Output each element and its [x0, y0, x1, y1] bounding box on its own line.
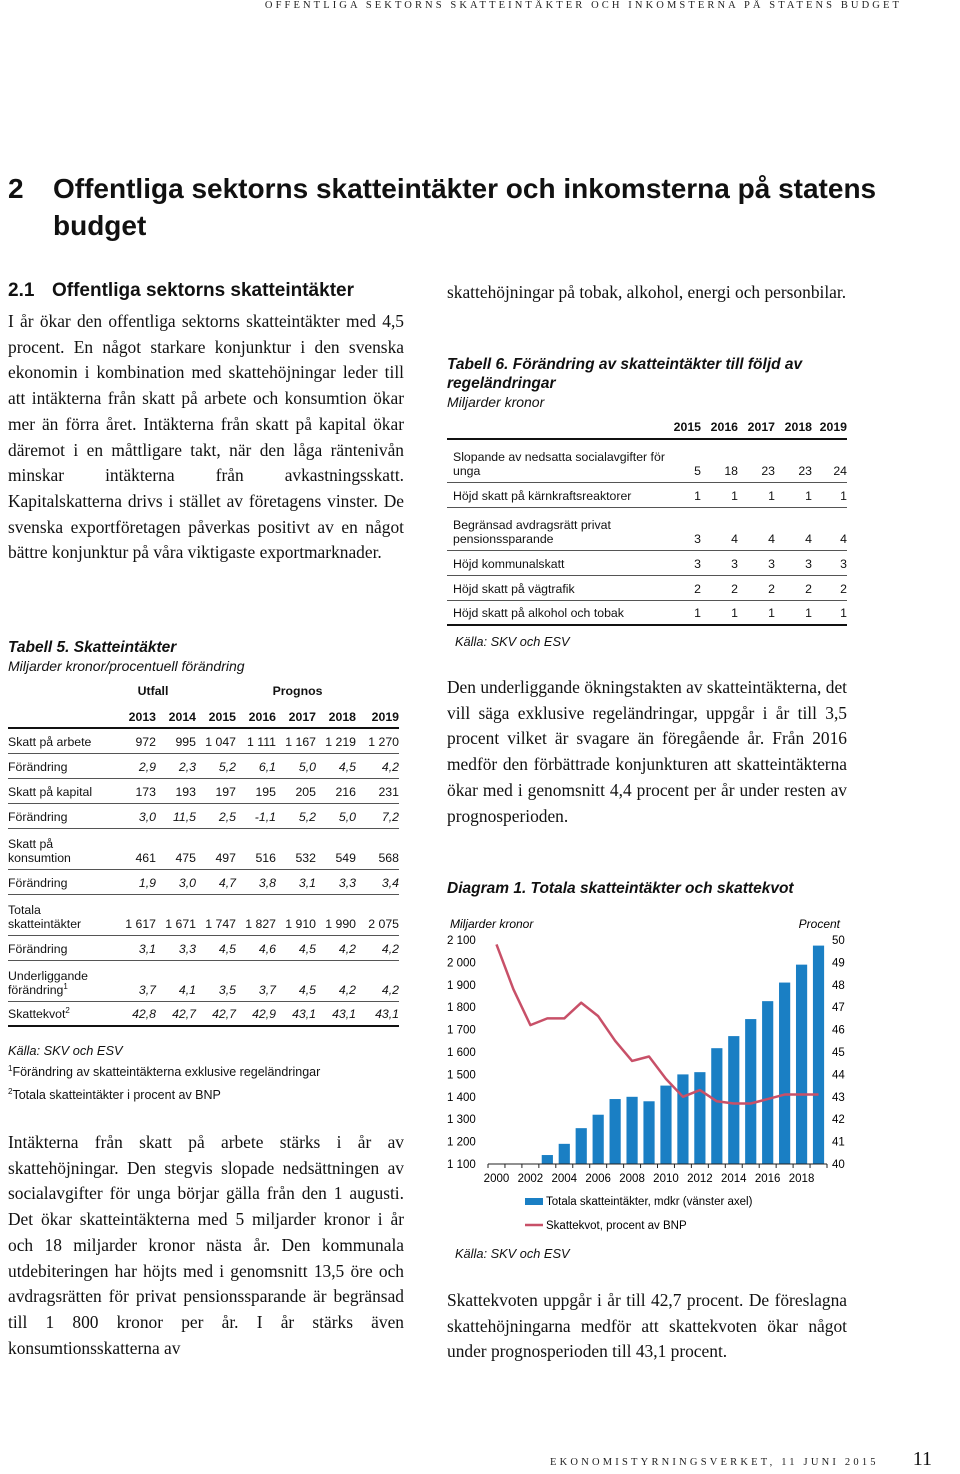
table5-cell: 516 [236, 828, 276, 869]
table6-cell: 23 [738, 439, 775, 482]
table6-subcaption: Miljarder kronor [447, 394, 545, 410]
table5-cell: 3,8 [236, 869, 276, 894]
table5-cell: 193 [156, 778, 196, 803]
table5-cell: 231 [356, 778, 399, 803]
row-label-text: Skatt på kapital [8, 784, 93, 799]
table5-cell: 3,1 [110, 935, 156, 960]
chart-bar [542, 1155, 553, 1164]
table5-cell: 216 [316, 778, 356, 803]
table5-year-header: 2017 [276, 702, 316, 728]
legend-label-line: Skattekvot, procent av BNP [546, 1220, 687, 1232]
body-paragraph: skattehöjningar på tobak, alkohol, energi och personbilar. [447, 282, 847, 302]
table6-cell: 2 [671, 575, 701, 600]
table5-cell: 3,3 [316, 869, 356, 894]
chart-bar [610, 1099, 621, 1164]
body-paragraph: Den underliggande ökningstakten av skatteintäkterna, det vill säga exklusive regeländringar, uppgår i år till 3,5 procent vilket är svagare än föregående år. Från 2016 medför den förbättrade konjunkturen att skatteintäkterna ökar med i genomsnitt 4,4 procent per år under resten av prognosperioden. [447, 677, 847, 826]
table-row [447, 600, 847, 625]
legend-swatch-bars [525, 1198, 543, 1205]
table5-year-header-row [8, 702, 399, 728]
table5-cell: 475 [156, 828, 196, 869]
chart-ytick-left: 2 000 [447, 957, 476, 970]
row-label-text: Förändring [8, 759, 68, 774]
table5-year-header: 2016 [236, 702, 276, 728]
table5-cell: 4,2 [316, 960, 356, 1001]
chart-ytick-left: 1 800 [447, 1002, 476, 1015]
chart-ytick-right: 41 [832, 1136, 845, 1149]
table5-cell: 1 747 [196, 894, 236, 935]
chart-ytick-right: 42 [832, 1114, 845, 1127]
section-title-text: Offentliga sektorns skatteintäkter [52, 280, 354, 301]
diagram1-caption: Diagram 1. Totala skatteintäkter och skattekvot [447, 880, 794, 897]
table5-subcaption: Miljarder kronor/procentuell förändring [8, 658, 245, 674]
chart-ytick-left: 1 300 [447, 1114, 476, 1127]
table6-row-label: Höjd skatt på alkohol och tobak [447, 600, 671, 625]
table5-year-header: 2014 [156, 702, 196, 728]
table5-cell: 4,1 [156, 960, 196, 1001]
table5-source: Källa: SKV och ESV [8, 1043, 123, 1058]
table5-cell: 549 [316, 828, 356, 869]
table5-cell: 195 [236, 778, 276, 803]
table6-year-header: 2015 [671, 412, 701, 439]
table5-cell: 4,2 [356, 935, 399, 960]
table5-cell: 1 270 [356, 728, 399, 753]
chart-bar [643, 1101, 654, 1164]
table5-cell: 42,7 [156, 1001, 196, 1026]
table5-corner [8, 702, 110, 728]
table5-cell: 5,2 [196, 753, 236, 778]
running-head: OFFENTLIGA SEKTORNS SKATTEINTÄKTER OCH INKOMSTERNA PÅ STATENS BUDGET [264, 0, 902, 11]
table5-year-header: 2015 [196, 702, 236, 728]
table6-cell: 1 [812, 482, 847, 507]
table5-row-label [8, 728, 110, 753]
table5-cell: 1 111 [236, 728, 276, 753]
table5-footnote-2: $^2$Totala skatteintäkter i procent av BNP [8, 1086, 221, 1102]
chart-xtick: 2012 [687, 1173, 713, 1185]
page-footer [550, 1448, 932, 1471]
table-row [8, 803, 399, 828]
table6-year-header: 2017 [738, 412, 775, 439]
table6-row-label: Slopande av nedsatta socialavgifter för unga [447, 439, 671, 482]
table6-cell: 5 [671, 439, 701, 482]
table5-cell: 532 [276, 828, 316, 869]
table6-cell: 3 [775, 550, 812, 575]
table6-cell: 1 [812, 600, 847, 625]
footer-text: EKONOMISTYRNINGSVERKET, 11 JUNI 2015 [550, 1457, 879, 1468]
chart-bar [762, 1001, 773, 1164]
chart-bar [711, 1048, 722, 1164]
chart-ytick-left: 1 500 [447, 1069, 476, 1082]
chart-ytick-left: 1 400 [447, 1091, 476, 1104]
table5-cell: 2,3 [156, 753, 196, 778]
table5-cell: 205 [276, 778, 316, 803]
table5-year-header: 2018 [316, 702, 356, 728]
table6-cell: 2 [775, 575, 812, 600]
table6-cell: 3 [671, 550, 701, 575]
table5-cell: 1 047 [196, 728, 236, 753]
chart-bar [813, 946, 824, 1164]
table6-cell: 4 [738, 507, 775, 550]
table6-year-header: 2016 [701, 412, 738, 439]
footnote-1-text: Förändring av skatteintäkterna exklusive regeländringar [12, 1065, 321, 1079]
chart-bar [677, 1074, 688, 1164]
table5-cell: 2 075 [356, 894, 399, 935]
table6-row-label: Höjd kommunalskatt [447, 550, 671, 575]
table5-cell: 4,2 [316, 935, 356, 960]
table5-row-label [8, 1001, 110, 1026]
row-label-text: Totala skatteintäkter [8, 902, 82, 931]
table6-cell: 1 [738, 482, 775, 507]
table6-year-header-row [447, 412, 847, 439]
chart-ylabel-right: Procent [798, 917, 840, 931]
chart-bar [728, 1036, 739, 1164]
table5-year-header: 2013 [110, 702, 156, 728]
table6-cell: 1 [738, 600, 775, 625]
table6-cell: 4 [701, 507, 738, 550]
table-row [8, 869, 399, 894]
table-row [447, 439, 847, 482]
table5-cell: 1 219 [316, 728, 356, 753]
table6-cell: 2 [738, 575, 775, 600]
table5-cell: 42,7 [196, 1001, 236, 1026]
table5-group-header-row [8, 680, 399, 702]
table6-row-label: Höjd skatt på vägtrafik [447, 575, 671, 600]
table5-row-label [8, 778, 110, 803]
table6-source: Källa: SKV och ESV [455, 634, 570, 649]
table5-year-header: 2019 [356, 702, 399, 728]
chart-ytick-right: 43 [832, 1091, 845, 1104]
footnote-marker: 2 [65, 1005, 70, 1015]
table5-corner [8, 680, 110, 702]
table5-cell: 3,1 [276, 869, 316, 894]
table5-footnote-1: $^1$Förändring av skatteintäkterna exklusive regeländringar [8, 1063, 321, 1079]
table5-group-prognos: Prognos [272, 684, 323, 698]
chart-ytick-left: 1 100 [447, 1159, 476, 1171]
table5-cell: 3,3 [156, 935, 196, 960]
table5-cell: 3,0 [110, 803, 156, 828]
table5-caption: Tabell 5. Skatteintäkter [8, 639, 177, 656]
table5-cell: 3,5 [196, 960, 236, 1001]
chart-bar [559, 1144, 570, 1164]
chart-bar [745, 1019, 756, 1164]
table5-cell: 4,5 [316, 753, 356, 778]
chart-xtick: 2000 [483, 1173, 510, 1185]
table-row [447, 575, 847, 600]
table6-cell: 1 [775, 600, 812, 625]
diagram1-chart [440, 910, 860, 1246]
chart-ytick-right: 44 [832, 1069, 845, 1082]
table5-cell: 1 167 [276, 728, 316, 753]
table6-year-header: 2018 [775, 412, 812, 439]
chart-ytick-left: 1 700 [447, 1024, 476, 1037]
table5-cell: 5,0 [276, 753, 316, 778]
table6-cell: 1 [775, 482, 812, 507]
chapter-title [8, 170, 908, 244]
footnote-marker: 1 [63, 981, 68, 991]
table-row [8, 828, 399, 869]
footnote-2-text: Totala skatteintäkter i procent av BNP [12, 1088, 221, 1102]
table5-cell: 173 [110, 778, 156, 803]
table6 [447, 412, 847, 626]
table5-cell: 1 617 [110, 894, 156, 935]
table6-cell: 1 [701, 482, 738, 507]
table6-cell: 2 [812, 575, 847, 600]
table5-cell: 2,5 [196, 803, 236, 828]
table6-caption: Tabell 6. Förändring av skatteintäkter till följd av regeländringar [447, 356, 803, 392]
body-paragraph: I år ökar den offentliga sektorns skatteintäkter med 4,5 procent. En något starkare konjunktur i den svenska ekonomin i kombination med skattehöjningar leder till att intäkterna från skatt på arbete och konsumtion ökar mer än förra året. Intäkterna från skatt på kapital ökar däremot i en måttligare takt, när den låga räntenivån minskar intäkterna från avkastningsskatt. Kapitalskatterna drivs i stället av företagens vinster. De svenska exportföretagen påverkas positivt av en något bättre konjunktur på våra viktigaste exportmarknader. [8, 311, 404, 563]
chart-bar [779, 983, 790, 1164]
table5-row-label [8, 960, 110, 1001]
table5-row-label [8, 869, 110, 894]
chart-xtick: 2016 [754, 1173, 781, 1185]
chart-xtick: 2006 [585, 1173, 611, 1185]
chart-xtick: 2018 [788, 1173, 815, 1185]
table6-row-label: Höjd skatt på kärnkraftsreaktorer [447, 482, 671, 507]
table5-row-label [8, 803, 110, 828]
table6-cell: 3 [671, 507, 701, 550]
table-row [447, 550, 847, 575]
table6-cell: 3 [701, 550, 738, 575]
table6-cell: 23 [775, 439, 812, 482]
chapter-number: 2 [8, 173, 24, 204]
table5-cell: 197 [196, 778, 236, 803]
table5 [8, 680, 399, 1027]
table5-cell: 4,6 [236, 935, 276, 960]
table-row [8, 894, 399, 935]
table6-cell: 3 [812, 550, 847, 575]
table5-cell: 43,1 [356, 1001, 399, 1026]
chart-xtick: 2010 [653, 1173, 679, 1185]
table6-cell: 4 [775, 507, 812, 550]
chart-ylabel-left: Miljarder kronor [450, 917, 534, 931]
row-label-text: Förändring [8, 875, 68, 890]
table5-cell: 43,1 [316, 1001, 356, 1026]
table5-cell: 3,0 [156, 869, 196, 894]
table5-row-label [8, 935, 110, 960]
table5-cell: 497 [196, 828, 236, 869]
chart-ytick-right: 47 [832, 1002, 845, 1015]
table5-cell: 6,1 [236, 753, 276, 778]
table-row [447, 482, 847, 507]
chart-ytick-right: 49 [832, 957, 845, 970]
table-row [8, 1001, 399, 1026]
chart-bar [796, 965, 807, 1164]
chart-ytick-left: 1 200 [447, 1136, 476, 1149]
table6-cell: 4 [812, 507, 847, 550]
chart-bar [694, 1072, 705, 1164]
table5-cell: 11,5 [156, 803, 196, 828]
table5-cell: 1 990 [316, 894, 356, 935]
table5-cell: -1,1 [236, 803, 276, 828]
chart-bar [593, 1115, 604, 1164]
chart-ytick-left: 1 600 [447, 1047, 476, 1059]
table5-cell: 42,8 [110, 1001, 156, 1026]
diagram1-source: Källa: SKV och ESV [455, 1246, 570, 1261]
row-label-text: Förändring [8, 941, 68, 956]
page-number: 11 [912, 1448, 932, 1470]
chart-xtick: 2014 [720, 1173, 747, 1185]
table-row [8, 935, 399, 960]
table5-cell: 1 827 [236, 894, 276, 935]
chart-ytick-right: 46 [832, 1024, 845, 1037]
table5-row-label [8, 828, 110, 869]
table5-cell: 3,7 [236, 960, 276, 1001]
chart-xtick: 2002 [517, 1173, 544, 1185]
legend-label-bars: Totala skatteintäkter, mdkr (vänster axel) [546, 1196, 753, 1208]
table5-cell: 3,4 [356, 869, 399, 894]
table5-cell: 4,2 [356, 960, 399, 1001]
table6-cell: 1 [671, 600, 701, 625]
table5-row-label [8, 894, 110, 935]
row-label-text: Förändring [8, 809, 68, 824]
table5-cell: 4,5 [276, 960, 316, 1001]
table-row [8, 753, 399, 778]
chart-ytick-right: 40 [832, 1159, 845, 1171]
table6-cell: 18 [701, 439, 738, 482]
chart-xtick: 2004 [551, 1173, 578, 1185]
table5-cell: 4,7 [196, 869, 236, 894]
chart-xtick: 2008 [619, 1173, 645, 1185]
table5-cell: 1,9 [110, 869, 156, 894]
chart-bar [576, 1128, 587, 1164]
chart-ytick-right: 48 [832, 979, 845, 992]
row-label-text: Skatt på konsumtion [8, 836, 71, 865]
chart-bar [660, 1086, 671, 1164]
table5-group-utfall: Utfall [137, 684, 169, 698]
table5-cell: 5,2 [276, 803, 316, 828]
row-label-text: Skatt på arbete [8, 734, 92, 749]
table-row [8, 960, 399, 1001]
table5-cell: 4,2 [356, 753, 399, 778]
section-title [8, 280, 354, 302]
chart-ytick-left: 2 100 [447, 935, 476, 947]
table5-cell: 3,7 [110, 960, 156, 1001]
table5-cell: 4,5 [196, 935, 236, 960]
table6-cell: 1 [671, 482, 701, 507]
table5-row-label [8, 753, 110, 778]
row-label-text: Skattekvot [8, 1007, 66, 1021]
table-row [8, 728, 399, 753]
table5-cell: 1 910 [276, 894, 316, 935]
table5-cell: 461 [110, 828, 156, 869]
body-paragraph: Skattekvoten uppgår i år till 42,7 procent. De föreslagna skattehöjningarna medför att skattekvoten ökar något under prognosperioden till 43,1 procent. [447, 1290, 847, 1362]
table5-cell: 4,5 [276, 935, 316, 960]
table5-cell: 2,9 [110, 753, 156, 778]
chart-ytick-left: 1 900 [447, 979, 476, 992]
body-paragraph: Intäkterna från skatt på arbete stärks i år av skattehöjningar. Den stegvis slopade nedsättningen av socialavgifter för unga börjar gälla från den 1 augusti. Det ökar skatteintäkterna med 5 miljarder kronor i år och 18 miljarder kronor nästa år. Den kommunala utdebiteringen har höjts med i genomsnitt 13,5 öre och avdragsrätten för privat pensionssparande är begränsad till 1 800 kronor per år. I år stärks även konsumtionsskatterna av [8, 1132, 404, 1358]
table6-cell: 1 [701, 600, 738, 625]
table6-cell: 2 [701, 575, 738, 600]
table6-cell: 24 [812, 439, 847, 482]
chapter-title-text: Offentliga sektorns skatteintäkter och inkomsterna på statens budget [53, 173, 877, 241]
table6-cell: 3 [738, 550, 775, 575]
table-row [447, 507, 847, 550]
chart-bar [626, 1097, 637, 1164]
table6-year-header: 2019 [812, 412, 847, 439]
row-label-text: Underliggande förändring [8, 968, 88, 997]
table5-cell: 995 [156, 728, 196, 753]
table-row [8, 778, 399, 803]
table5-cell: 972 [110, 728, 156, 753]
table6-row-label: Begränsad avdragsrätt privat pensionssparande [447, 507, 671, 550]
table5-cell: 7,2 [356, 803, 399, 828]
table5-cell: 568 [356, 828, 399, 869]
chart-ytick-right: 50 [832, 935, 845, 947]
chart-ytick-right: 45 [832, 1047, 845, 1059]
table5-cell: 5,0 [316, 803, 356, 828]
table5-cell: 43,1 [276, 1001, 316, 1026]
section-number: 2.1 [8, 280, 35, 301]
table5-cell: 42,9 [236, 1001, 276, 1026]
table6-corner [447, 412, 671, 439]
table5-cell: 1 671 [156, 894, 196, 935]
